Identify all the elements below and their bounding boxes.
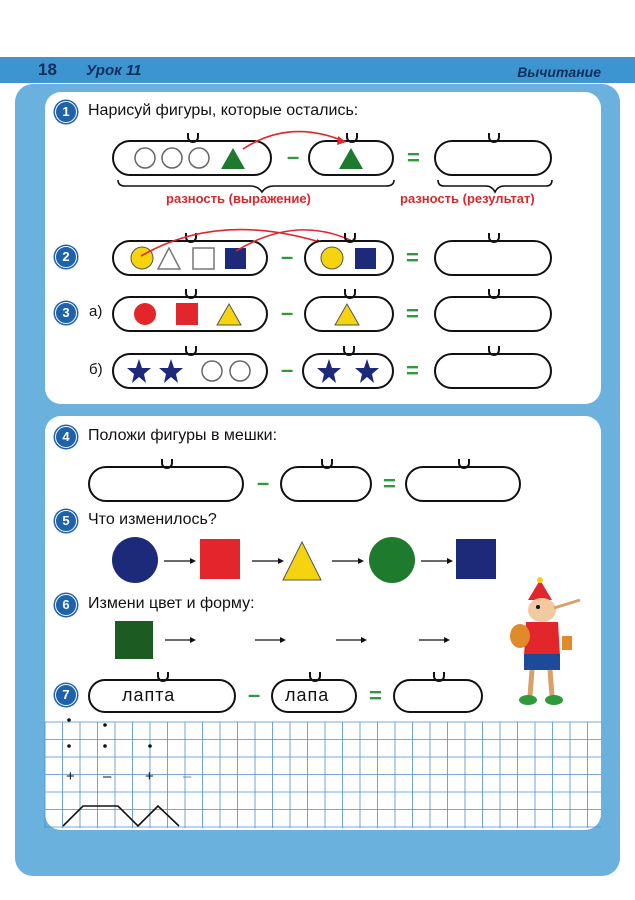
task-number-7: 7 xyxy=(55,684,77,706)
task-7-word-2: лапа xyxy=(285,685,330,705)
task-5-text: Что изменилось? xyxy=(88,511,217,528)
page-number: 18 xyxy=(38,60,57,79)
topic-title: Вычитание xyxy=(517,64,601,80)
trapezoid-pattern xyxy=(63,806,179,826)
task-3-sub-a: а) xyxy=(89,303,103,320)
grid-sign-2: – xyxy=(103,768,112,785)
lesson-title: Урок 11 xyxy=(86,62,142,79)
task-7-equals: = xyxy=(369,683,382,708)
task-3b-minus: – xyxy=(281,357,294,382)
dark-green-square-icon xyxy=(115,621,153,659)
task-3-sub-b: б) xyxy=(89,361,103,378)
task-4-minus: – xyxy=(257,470,270,495)
task-number-1: 1 xyxy=(55,101,77,123)
task-7-word-1: лапта xyxy=(122,685,176,705)
task-3b-equals: = xyxy=(406,358,419,383)
task-number-6: 6 xyxy=(55,594,77,616)
task-3a-equals: = xyxy=(406,301,419,326)
task-7-result-bag[interactable] xyxy=(393,679,483,713)
label-difference-result: разность (результат) xyxy=(400,191,535,206)
task-number-5: 5 xyxy=(55,510,77,532)
graph-paper-grid[interactable] xyxy=(45,722,601,828)
task-4-equals: = xyxy=(383,471,396,496)
task-number-3: 3 xyxy=(55,302,77,324)
grid-sign-1: + xyxy=(66,768,75,785)
task-1-equals: = xyxy=(407,145,420,170)
grid-sign-3: + xyxy=(145,768,154,785)
task-1-text: Нарисуй фигуры, которые остались: xyxy=(88,102,359,119)
label-difference-expression: разность (выражение) xyxy=(166,191,311,206)
pinocchio-character-icon xyxy=(500,578,595,718)
task-7-minus: – xyxy=(248,682,261,707)
grid-sign-4: – xyxy=(183,768,192,785)
task-number-2: 2 xyxy=(55,246,77,268)
task-3a-minus: – xyxy=(281,300,294,325)
task-4-text: Положи фигуры в мешки: xyxy=(88,427,278,444)
task-number-4: 4 xyxy=(55,426,77,448)
task-2-minus: – xyxy=(281,244,294,269)
task-1-minus: – xyxy=(287,144,300,169)
task-6-text: Измени цвет и форму: xyxy=(88,595,255,612)
task-2-equals: = xyxy=(406,245,419,270)
